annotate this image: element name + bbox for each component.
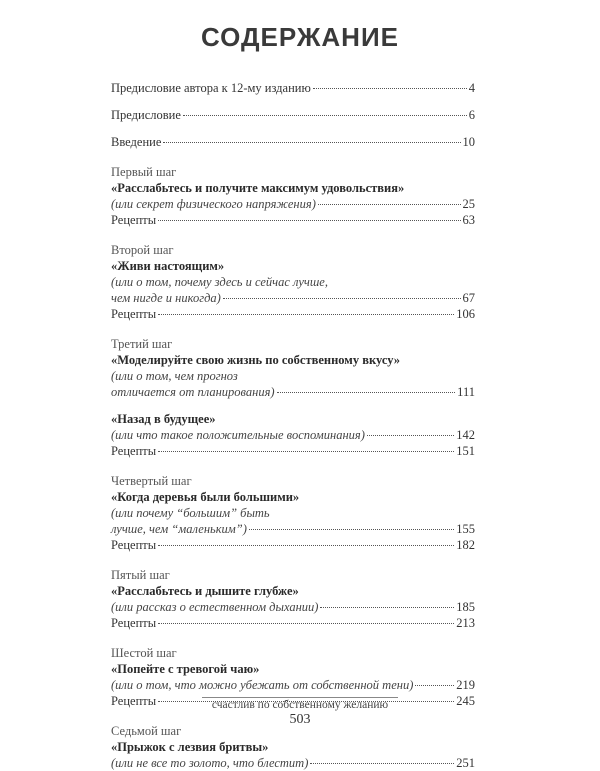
step-subtitle: отличается от планирования) xyxy=(111,385,275,399)
running-title: счастлив по собственному желанию xyxy=(211,699,389,711)
entry-page: 106 xyxy=(456,307,475,321)
entry-page: 63 xyxy=(462,213,475,227)
recipes-row xyxy=(111,615,475,631)
step-subtitle: (или секрет физического напряжения) xyxy=(111,197,316,211)
dot-leader xyxy=(183,115,467,116)
entry-title: Предисловие xyxy=(111,108,181,122)
toc-entry-author-preface xyxy=(111,80,475,96)
entry-page: 10 xyxy=(462,135,475,149)
entry-page: 111 xyxy=(457,385,475,399)
table-of-contents xyxy=(111,80,475,771)
dot-leader xyxy=(310,763,454,764)
step-heading: «Назад в будущее» xyxy=(111,412,216,426)
dot-leader xyxy=(158,451,454,452)
step-label: Пятый шаг xyxy=(111,568,170,582)
entry-page: 67 xyxy=(462,291,475,305)
step-heading: «Попейте с тревогой чаю» xyxy=(111,662,260,676)
entry-page: 155 xyxy=(456,522,475,536)
dot-leader xyxy=(158,545,454,546)
dot-leader xyxy=(277,392,456,393)
step-subtitle-row xyxy=(111,521,475,537)
recipes-label: Рецепты xyxy=(111,616,157,630)
recipes-label: Рецепты xyxy=(111,538,157,552)
dot-leader xyxy=(249,529,454,530)
entry-page: 251 xyxy=(456,756,475,770)
recipes-row xyxy=(111,306,475,322)
toc-entry-preface xyxy=(111,107,475,123)
step-label: Шестой шаг xyxy=(111,646,177,660)
recipes-row xyxy=(111,537,475,553)
step-subtitle: (или не все то золото, что блестит) xyxy=(111,756,309,770)
step-subtitle-row xyxy=(111,427,475,443)
dot-leader xyxy=(158,220,460,221)
dot-leader xyxy=(320,607,454,608)
toc-entry-introduction xyxy=(111,134,475,150)
dot-leader xyxy=(415,685,454,686)
step-subtitle: (или о том, чем прогноз xyxy=(111,369,238,383)
footer-rule xyxy=(202,697,398,698)
step-label: Четвертый шаг xyxy=(111,474,192,488)
step-heading: «Расслабьтесь и получите максимум удовольствия» xyxy=(111,181,405,195)
step-subtitle: (или о том, что можно убежать от собственной тени) xyxy=(111,678,414,692)
page-footer xyxy=(0,697,600,728)
step-heading: «Моделируйте свою жизнь по собственному вкусу» xyxy=(111,353,401,367)
step-label: Седьмой шаг xyxy=(111,724,182,738)
entry-title: Введение xyxy=(111,135,162,149)
step-subtitle: (или о том, почему здесь и сейчас лучше, xyxy=(111,275,328,289)
step-subtitle: (или что такое положительные воспоминания) xyxy=(111,428,365,442)
step-subtitle: чем нигде и никогда) xyxy=(111,291,221,305)
recipes-label: Рецепты xyxy=(111,444,157,458)
step-subtitle-row xyxy=(111,290,475,306)
entry-page: 142 xyxy=(456,428,475,442)
step-subtitle-row xyxy=(111,599,475,615)
step-subtitle: лучше, чем “маленьким”) xyxy=(111,522,247,536)
entry-page: 6 xyxy=(468,108,475,122)
entry-page: 213 xyxy=(456,616,475,630)
step-heading: «Когда деревья были большими» xyxy=(111,490,300,504)
entry-page: 151 xyxy=(456,444,475,458)
recipes-label: Рецепты xyxy=(111,694,157,708)
step-heading: «Живи настоящим» xyxy=(111,259,225,273)
step-subtitle-row xyxy=(111,384,475,400)
step-heading: «Прыжок с лезвия бритвы» xyxy=(111,740,269,754)
entry-page: 25 xyxy=(462,197,475,211)
recipes-row xyxy=(111,443,475,459)
step-label: Третий шаг xyxy=(111,337,173,351)
entry-page: 245 xyxy=(456,694,475,708)
dot-leader xyxy=(318,204,461,205)
entry-page: 219 xyxy=(456,678,475,692)
step-subtitle-row xyxy=(111,755,475,771)
dot-leader xyxy=(367,435,454,436)
step-subtitle-row xyxy=(111,677,475,693)
step-subtitle: (или рассказ о естественном дыхании) xyxy=(111,600,319,614)
step-heading: «Расслабьтесь и дышите глубже» xyxy=(111,584,299,598)
entry-page: 185 xyxy=(456,600,475,614)
entry-title: Предисловие автора к 12-му изданию xyxy=(111,81,311,95)
entry-page: 4 xyxy=(468,81,475,95)
recipes-label: Рецепты xyxy=(111,307,157,321)
entry-page: 182 xyxy=(456,538,475,552)
dot-leader xyxy=(313,88,467,89)
dot-leader xyxy=(163,142,460,143)
step-subtitle-row xyxy=(111,196,475,212)
dot-leader xyxy=(158,314,454,315)
step-subtitle: (или почему “большим” быть xyxy=(111,506,270,520)
dot-leader xyxy=(223,298,461,299)
page-number: 503 xyxy=(289,712,311,727)
page-title: СОДЕРЖАНИЕ xyxy=(201,22,399,52)
dot-leader xyxy=(158,623,454,624)
recipes-row xyxy=(111,212,475,228)
step-label: Второй шаг xyxy=(111,243,174,257)
recipes-label: Рецепты xyxy=(111,213,157,227)
step-label: Первый шаг xyxy=(111,165,177,179)
